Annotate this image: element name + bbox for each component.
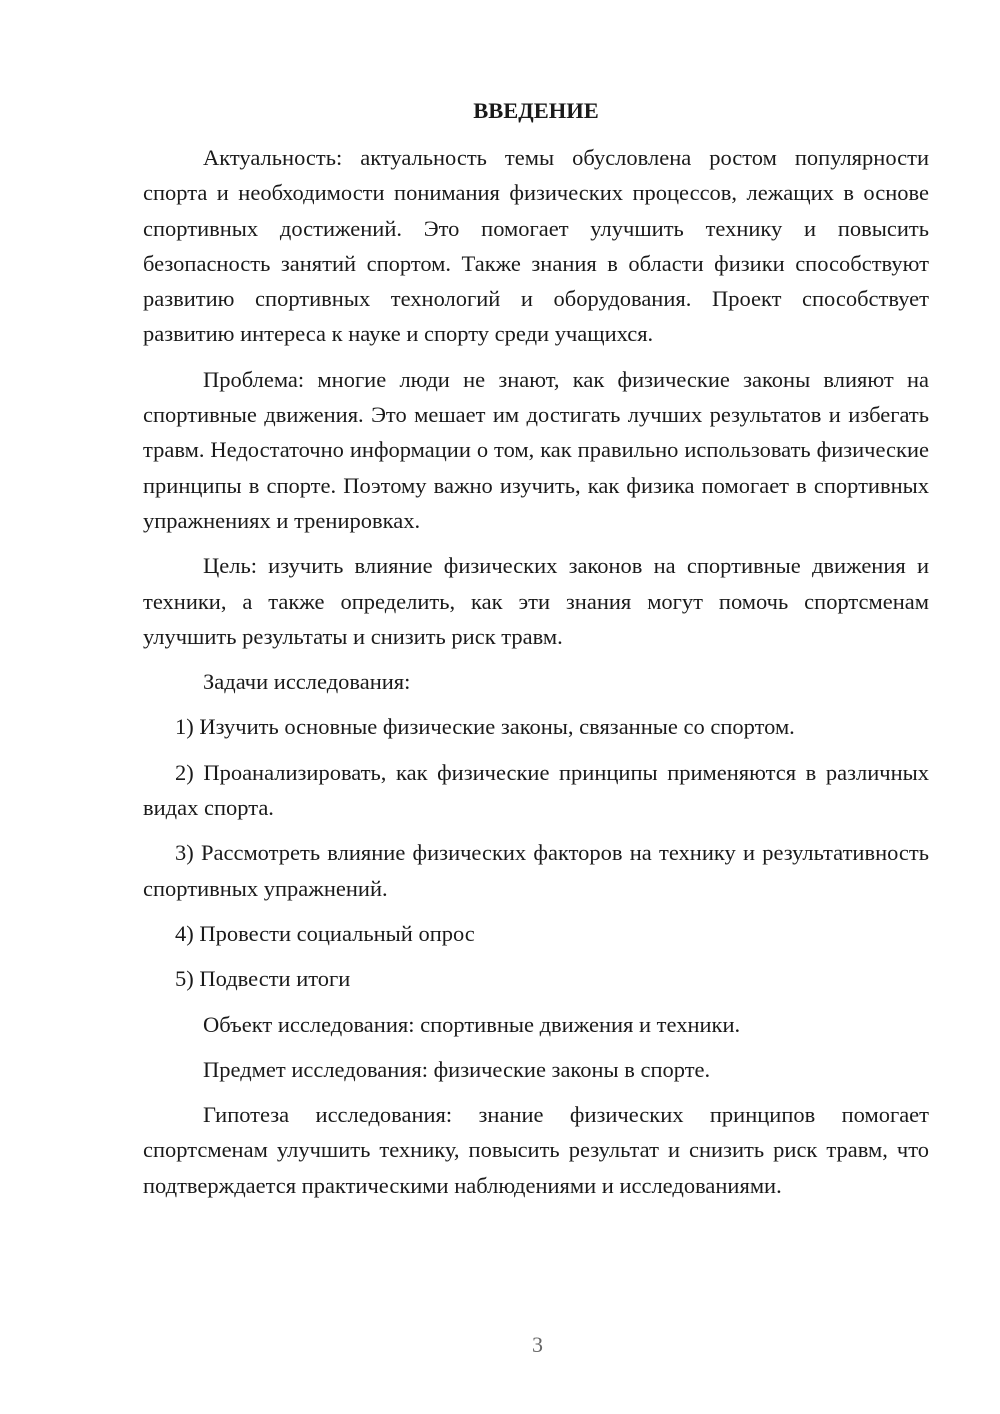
- task-item-5: 5) Подвести итоги: [175, 966, 351, 992]
- task-item-3: 3) Рассмотреть влияние физических факторов на технику и результативность спортивных упражнений.: [143, 840, 929, 901]
- page-number: 3: [532, 1332, 543, 1357]
- task-item-1: 1) Изучить основные физические законы, связанные со спортом.: [175, 714, 795, 740]
- page-content: [143, 93, 929, 1213]
- tasks-heading: Задачи исследования:: [203, 669, 411, 695]
- goal-paragraph: Цель: изучить влияние физических законов на спортивные движения и техники, а также определить, как эти знания могут помочь спортсменам улучшить результаты и снизить риск травм.: [143, 553, 929, 649]
- section-title: ВВЕДЕНИЕ: [473, 98, 599, 123]
- task-item-4: 4) Провести социальный опрос: [175, 920, 475, 946]
- hypothesis-paragraph: Гипотеза исследования: знание физических принципов помогает спортсменам улучшить технику, повысить результат и снизить риск травм, что подтверждается практическими наблюдениями и исследованиями.: [143, 1102, 929, 1198]
- relevance-paragraph: Актуальность: актуальность темы обусловлена ростом популярности спорта и необходимости понимания физических процессов, лежащих в основе спортивных достижений. Это помогает улучшить технику и повысить безопасность занятий спортом. Также знания в области физики способствуют развитию спортивных технологий и оборудования. Проект способствует развитию интереса к науке и спорту среди учащихся.: [143, 145, 929, 347]
- subject-paragraph: Предмет исследования: физические законы в спорте.: [203, 1056, 711, 1082]
- task-item-2: 2) Проанализировать, как физические принципы применяются в различных видах спорта.: [143, 759, 929, 821]
- object-paragraph: Объект исследования: спортивные движения и техники.: [203, 1011, 741, 1037]
- problem-paragraph: Проблема: многие люди не знают, как физические законы влияют на спортивные движения. Это мешает им достигать лучших результатов и избегать травм. Недостаточно информации о том, как правильно использовать физические принципы в спорте. Поэтому важно изучить, как физика помогает в спортивных упражнениях и тренировках.: [143, 366, 929, 533]
